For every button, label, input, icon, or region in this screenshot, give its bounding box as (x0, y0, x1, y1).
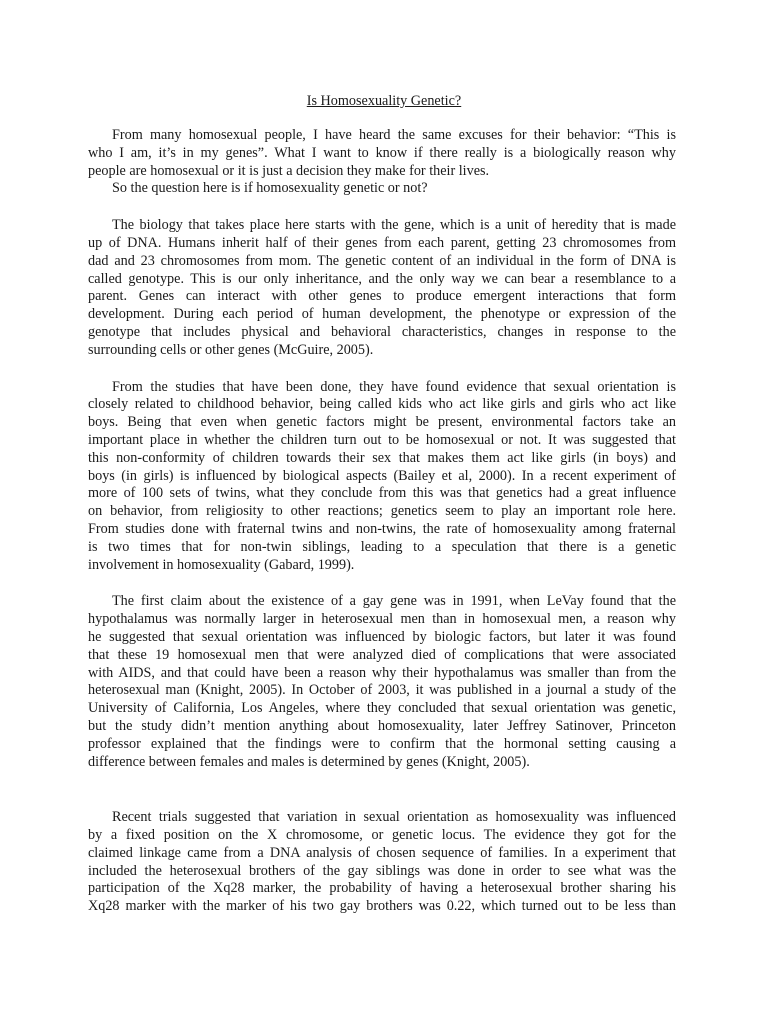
paragraph-recent-trials (88, 809, 676, 916)
text-line: closely related to childhood behavior, being called kids who act like girls and girls who act like (88, 396, 676, 413)
text-line: included the heterosexual brothers of the gay siblings was done in order to see what was the (88, 862, 676, 879)
text-line: people are homosexual or it is just a decision they make for their lives. (88, 162, 490, 179)
text-line: difference between females and males is determined by genes (Knight, 2005). (88, 753, 530, 770)
paragraph-gay-gene (88, 593, 676, 771)
text-line: From studies done with fraternal twins and non-twins, the rate of homosexuality among fraternal (88, 520, 676, 537)
paragraph-question (88, 180, 676, 198)
text-line: So the question here is if homosexuality genetic or not? (112, 180, 428, 197)
text-line: important place in whether the children turn out to be homosexual or not. It was suggested that (88, 431, 676, 448)
text-line: Recent trials suggested that variation in sexual orientation as homosexuality was influenced (112, 809, 676, 826)
text-line: From many homosexual people, I have heard the same excuses for their behavior: “This is (112, 127, 676, 143)
text-line: up of DNA. Humans inherit half of their genes from each parent, getting 23 chromosomes from (88, 234, 676, 251)
text-line: University of California, Los Angeles, where they concluded that sexual orientation was genetic, (88, 700, 676, 717)
text-line: surrounding cells or other genes (McGuire, 2005). (88, 341, 374, 358)
text-line: this non-conformity of children towards their sex that makes them act like girls (in boys) and (88, 449, 676, 466)
paragraph-intro (88, 127, 676, 180)
paragraph-studies (88, 379, 676, 575)
text-line: that these 19 homosexual men that were analyzed died of complications that were associated (88, 646, 676, 663)
text-line: claimed linkage came from a DNA analysis of chosen sequence of families. In a experiment that (88, 844, 676, 861)
text-line: The biology that takes place here starts with the gene, which is a unit of heredity that is made (112, 217, 676, 234)
text-line: parent. Genes can interact with other genes to produce emergent interactions that form (88, 288, 676, 305)
text-line: with AIDS, and that could have been a reason why their hypothalamus was smaller than from the (88, 664, 676, 681)
text-line: boys (in girls) is influenced by biological aspects (Bailey et al, 2000). In a recent experiment of (88, 467, 676, 484)
text-line: more of 100 sets of twins, what they conclude from this was that genetics had a great influence (88, 485, 676, 502)
document-body (88, 127, 676, 935)
text-line: by a fixed position on the X chromosome, or genetic locus. The evidence they got for the (88, 827, 676, 844)
text-line: but the study didn’t mention anything about homosexuality, later Jeffrey Satinover, Princeton (88, 717, 676, 734)
text-line: involvement in homosexuality (Gabard, 1999). (88, 556, 355, 573)
text-line: who I am, it’s in my genes”. What I want to know if there really is a biologically reason why (88, 144, 676, 161)
text-line: called genotype. This is our only inheritance, and the only way we can bear a resemblance to a (88, 270, 676, 287)
text-line: From the studies that have been done, they have found evidence that sexual orientation is (112, 378, 676, 395)
text-line: dad and 23 chromosomes from mom. The genetic content of an individual in the form of DNA is (88, 252, 676, 269)
text-line: professor explained that the findings were to confirm that the hormonal setting causing a (88, 735, 676, 752)
text-line: on behavior, from religiosity to other reactions; genetics seem to play an important role here. (88, 503, 676, 520)
text-line: genotype that includes physical and behavioral characteristics, changes in response to the (88, 323, 676, 340)
text-line: The first claim about the existence of a gay gene was in 1991, when LeVay found that the (112, 593, 676, 610)
text-line: heterosexual man (Knight, 2005). In October of 2003, it was published in a journal a study of the (88, 682, 676, 699)
paragraph-biology (88, 217, 676, 359)
text-line: Xq28 marker with the marker of his two gay brothers was 0.22, which turned out to be less than (88, 898, 676, 915)
text-line: participation of the Xq28 marker, the probability of having a heterosexual brother sharing his (88, 880, 676, 897)
document-title: Is Homosexuality Genetic? (306, 93, 462, 109)
text-line: is two times that for non-twin siblings, leading to a speculation that there is a genetic (88, 538, 676, 555)
text-line: hypothalamus was normally larger in heterosexual men than in homosexual men, a reason why (88, 611, 676, 628)
text-line: he suggested that sexual orientation was influenced by biologic factors, but later it was found (88, 628, 676, 645)
text-line: development. During each period of human development, the phenotype or expression of the (88, 306, 676, 323)
text-line: boys. Being that even when genetic factors might be present, environmental factors take an (88, 414, 676, 431)
